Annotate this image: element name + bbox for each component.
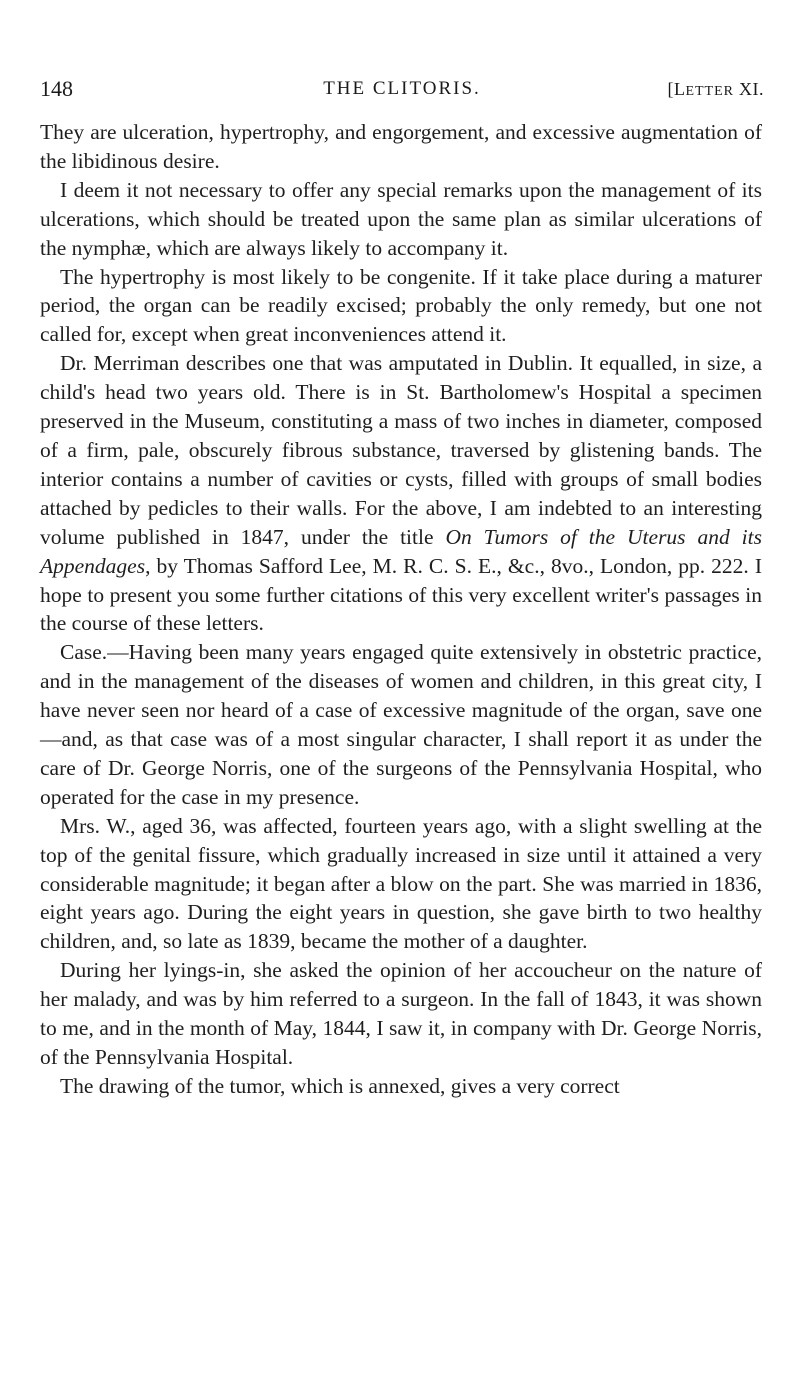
paragraph-8: The drawing of the tumor, which is annexed, gives a very correct (60, 1073, 620, 1098)
paragraph-6: Mrs. W., aged 36, was affected, fourteen years ago, with a slight swelling at the top of the genital fissure, which gradually increased in size until it attained a very considerable magnitude; it began after a blow on the part. She was married in 1836, eight years ago. During the eight years in question, she gave birth to two healthy children, and, so late as 1839, became the mother of a daughter. (40, 813, 762, 954)
book-title-italic: On Tumors of the Uterus and its Appendages (40, 524, 762, 578)
running-head (40, 74, 764, 104)
letter-ref-open: [L (667, 79, 686, 99)
page-number: 148 (40, 76, 73, 101)
letter-ref-small-caps: ETTER (685, 84, 734, 99)
running-title: THE CLITORIS. (323, 78, 481, 99)
letter-reference (667, 74, 764, 107)
paragraph-4-text-a: Dr. Merriman describes one that was amputated in Dublin. It equalled, in size, a child's head two years old. There is in St. Bartholomew's Hospital a specimen preserved in the Museum, constituting a mass of two inches in diameter, composed of a firm, pale, obscurely fibrous substance, traversed by glistening bands. The interior contains a number of cavities or cysts, filled with groups of small bodies attached by pedicles to their walls. For the above, I am indebted to an interesting volume published in 1847, under the title (40, 351, 762, 549)
paragraph-4-text-b: , by Thomas Safford Lee, M. R. C. S. E., &c., 8vo., London, pp. 222. I hope to present you some further citations of this very excellent writer's passages in the course of these letters. (40, 553, 762, 636)
paragraph-3: The hypertrophy is most likely to be congenite. If it take place during a maturer period, the organ can be readily excised; probably the only remedy, but one not called for, except when great inconveniences attend it. (40, 264, 762, 347)
body-text (40, 118, 762, 1101)
paragraph-5: Case.—Having been many years engaged quite extensively in obstetric practice, and in the management of the diseases of women and children, in this great city, I have never seen nor heard of a case of excessive magnitude of the organ, save one—and, as that case was of a most singular character, I shall report it as under the care of Dr. George Norris, one of the surgeons of the Pennsylvania Hospital, who operated for the case in my presence. (40, 640, 762, 809)
letter-ref-number: XI. (734, 79, 764, 99)
paragraph-1: They are ulceration, hypertrophy, and engorgement, and excessive augmentation of the libidinous desire. (40, 120, 762, 173)
paragraph-2: I deem it not necessary to offer any special remarks upon the management of its ulcerations, which should be treated upon the same plan as similar ulcerations of the nymphæ, which are always likely to accompany it. (40, 177, 762, 260)
paragraph-4 (40, 349, 762, 638)
paragraph-7: During her lyings-in, she asked the opinion of her accoucheur on the nature of her malady, and was by him referred to a surgeon. In the fall of 1843, it was shown to me, and in the month of May, 1844, I saw it, in company with Dr. George Norris, of the Pennsylvania Hospital. (40, 958, 762, 1069)
